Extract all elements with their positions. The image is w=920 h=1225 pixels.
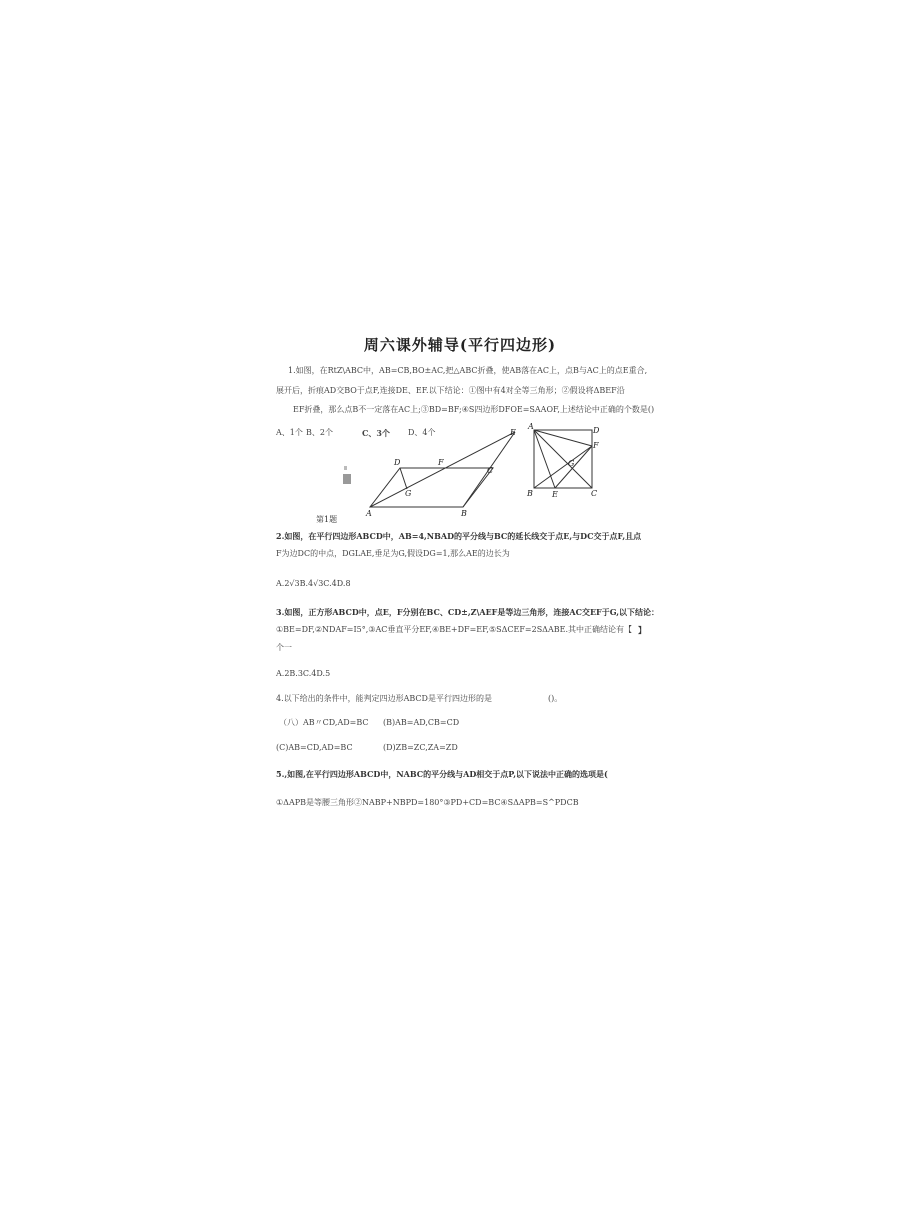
q1-option-a: A、1个 xyxy=(276,428,303,437)
fig2-label-a: A xyxy=(528,422,534,431)
figure-parallelogram xyxy=(360,425,525,520)
fig2-label-b: B xyxy=(527,489,533,498)
q2-answer: A.2√3B.4√3C.4D.8 xyxy=(276,579,351,588)
fig1-label-e: E xyxy=(510,428,516,437)
q4-line: 4.以下给出的条件中，能判定四边形ABCD是平行四边形的是 xyxy=(276,694,492,703)
q1-line-3: EF折叠，那么点B不一定落在AC上;③BD=BF;④S四边形DFOE=SAAOF,上述结论中正确的个数是() xyxy=(293,405,655,414)
q4-option-c: (C)AB=CD,AD=BC xyxy=(276,743,353,752)
fig1-label-c: C xyxy=(487,466,494,475)
figure-caption: 第1题 xyxy=(316,515,338,524)
fig2-label-c: C xyxy=(591,489,598,498)
line-dg xyxy=(400,468,407,489)
q5-line-1: 5.,如图,在平行四边形ABCD中，NABC的平分线与AD相交于点P,以下说法中正确的选项是( xyxy=(276,769,608,779)
fig1-label-d: D xyxy=(394,458,401,467)
q1-option-d: D、4个 xyxy=(408,428,436,437)
line-bf xyxy=(534,446,592,488)
line-ae xyxy=(534,430,555,488)
q1-line-1: 1.如图，在RtZ\ABC中，AB=CB,BO±AC,把△ABC折叠，使AB落在AC上，点B与AC上的点E重合, xyxy=(288,366,648,375)
page-title: 周六课外辅导(平行四边形) xyxy=(363,336,557,354)
fig2-label-f: F xyxy=(593,441,599,450)
fig1-label-f: F xyxy=(438,458,444,467)
fig2-label-d: D xyxy=(593,426,600,435)
q4-option-d: (D)ZB=ZC,ZA=ZD xyxy=(383,743,458,752)
q1-line-2: 展开后，折痕AD交BO于点F,连接DE、EF.以下结论：①图中有4对全等三角形；②假设将ΔBEF沿 xyxy=(276,386,625,395)
line-ae xyxy=(370,432,515,507)
q2-line-1: 2.如图，在平行四边形ABCD中，AB=4,NBAD的平分线与BC的延长线交于点E,与DC交于点F,且点 xyxy=(276,531,642,541)
q5-line-2: ①ΔAPB是等腰三角形②NABP+NBPD=180°③PD+CD=BC④SΔAPB=S^PDCB xyxy=(276,798,579,807)
q3-answer: A.2B.3C.4D.5 xyxy=(276,669,331,678)
q1-option-c: C、3个 xyxy=(362,428,390,438)
scan-mark xyxy=(344,466,347,470)
parallelogram-shape xyxy=(370,468,493,507)
q1-option-b: B、2个 xyxy=(306,428,333,437)
fig2-label-g: G xyxy=(568,459,575,468)
q3-bracket-close: 】 xyxy=(638,625,646,635)
q2-line-2: F为边DC的中点，DGLAE,垂足为G,假设DG=1,那么AE的边长为 xyxy=(276,549,510,558)
scan-mark xyxy=(343,474,351,484)
q4-paren: ()。 xyxy=(548,694,563,703)
q4-option-b: (B)AB=AD,CB=CD xyxy=(383,718,460,727)
q3-line-2: ①BE=DF,②NDAF=I5°,③AC垂直平分EF,④BE+DF=EF,⑤SΔCEF=2SΔABE.其中正确结论有【 xyxy=(276,625,633,634)
q3-line-1: 3.如图，正方形ABCD中，点E，F分别在BC、CD±,Z\AEF是等边三角形，连接AC交EF于G,以下结论： xyxy=(276,607,660,617)
fig1-label-b: B xyxy=(461,509,467,518)
fig1-label-g: G xyxy=(405,489,412,498)
q4-option-a: （八）AB〃CD,AD=BC xyxy=(279,718,369,727)
fig2-label-e: E xyxy=(552,490,558,499)
q3-line-3: 个一 xyxy=(276,643,292,652)
fig1-label-a: A xyxy=(366,509,372,518)
figure-square xyxy=(524,420,604,500)
